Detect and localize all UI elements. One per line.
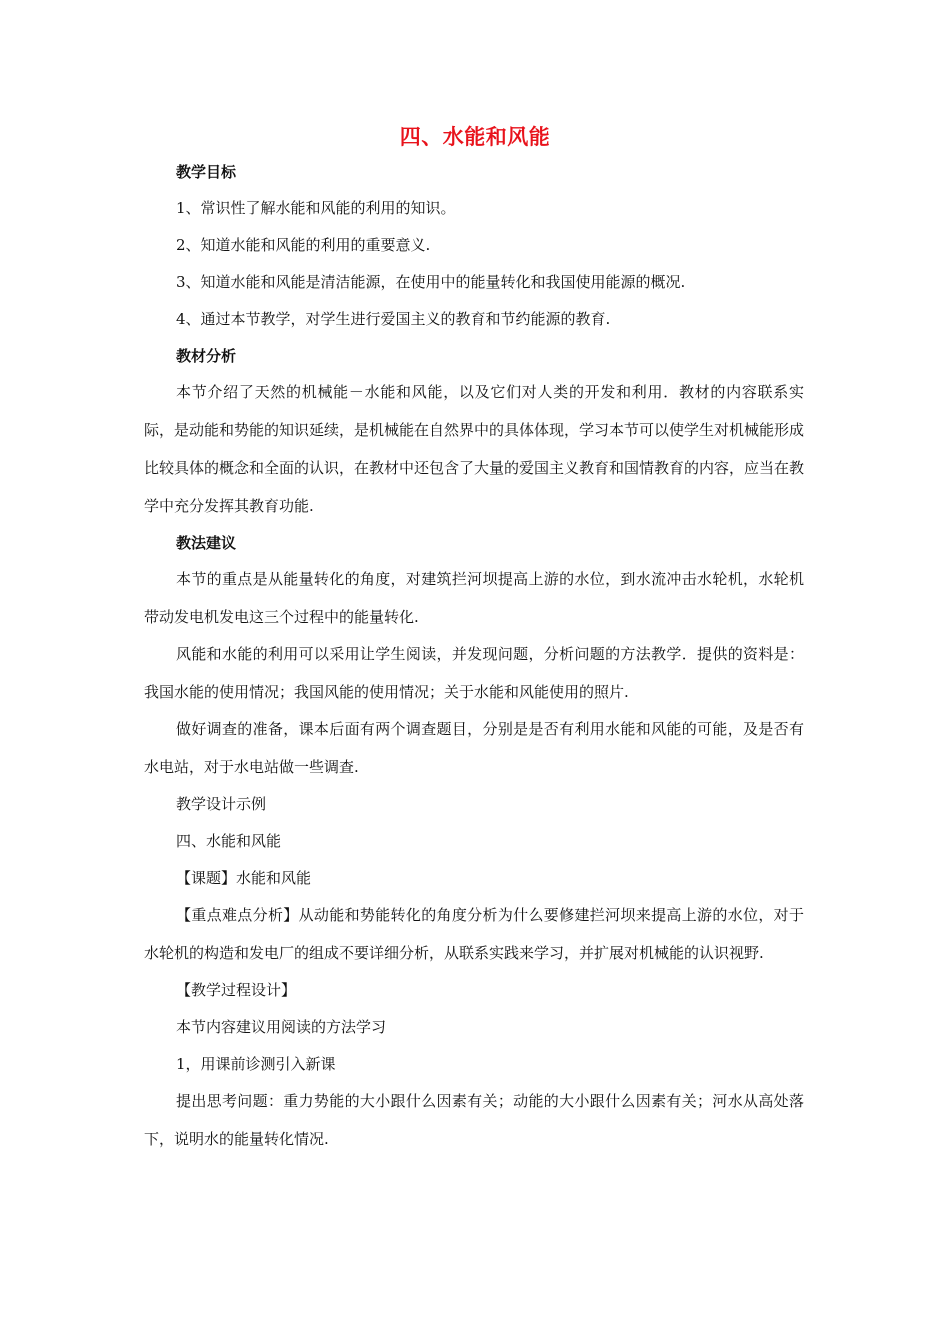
- step-1: 1，用课前诊测引入新课: [176, 1055, 336, 1073]
- analysis-paragraph: 本节介绍了天然的机械能－水能和风能，以及它们对人类的开发和利用．教材的内容联系实际，是动能和势能的知识延续，是机械能在自然界中的具体体现，学习本节可以使学生对机械能形成比较具体的概念和全面的认识，在教材中还包含了大量的爱国主义教育和国情教育的内容，应当在教学中充分发挥其教育功能.: [144, 383, 805, 515]
- example-section: 四、水能和风能: [176, 832, 282, 850]
- reading-note: 本节内容建议用阅读的方法学习: [176, 1018, 387, 1036]
- page-title: 四、水能和风能: [399, 125, 551, 149]
- goal-item: 2、知道水能和风能的利用的重要意义.: [176, 236, 431, 254]
- document-body: [144, 160, 804, 1164]
- method-paragraph: 做好调查的准备，课本后面有两个调查题目，分别是是否有利用水能和风能的可能，及是否有水电站，对于水电站做一些调查.: [144, 720, 804, 776]
- process-heading: 【教学过程设计】: [176, 981, 297, 999]
- goal-item: 4、通过本节教学，对学生进行爱国主义的教育和节约能源的教育.: [176, 310, 611, 328]
- key-points-paragraph: 【重点难点分析】从动能和势能转化的角度分析为什么要修建拦河坝来提高上游的水位，对于水轮机的构造和发电厂的组成不要详细分析，从联系实践来学习，并扩展对机械能的认识视野.: [144, 906, 804, 962]
- example-topic: 【课题】水能和风能: [176, 869, 312, 887]
- method-heading: 教法建议: [176, 534, 237, 552]
- goals-heading: 教学目标: [176, 163, 237, 181]
- questions-paragraph: 提出思考问题：重力势能的大小跟什么因素有关；动能的大小跟什么因素有关；河水从高处落下，说明水的能量转化情况.: [144, 1092, 804, 1148]
- analysis-heading: 教材分析: [176, 347, 237, 365]
- method-paragraph: 本节的重点是从能量转化的角度，对建筑拦河坝提高上游的水位，到水流冲击水轮机，水轮机带动发电机发电这三个过程中的能量转化.: [144, 570, 804, 626]
- goal-item: 3、知道水能和风能是清洁能源，在使用中的能量转化和我国使用能源的概况.: [176, 273, 686, 291]
- example-label: 教学设计示例: [176, 795, 267, 813]
- method-paragraph: 风能和水能的利用可以采用让学生阅读，并发现问题，分析问题的方法教学．提供的资料是：我国水能的使用情况；我国风能的使用情况；关于水能和风能使用的照片.: [144, 645, 804, 701]
- goal-item: 1、常识性了解水能和风能的利用的知识。: [176, 199, 456, 217]
